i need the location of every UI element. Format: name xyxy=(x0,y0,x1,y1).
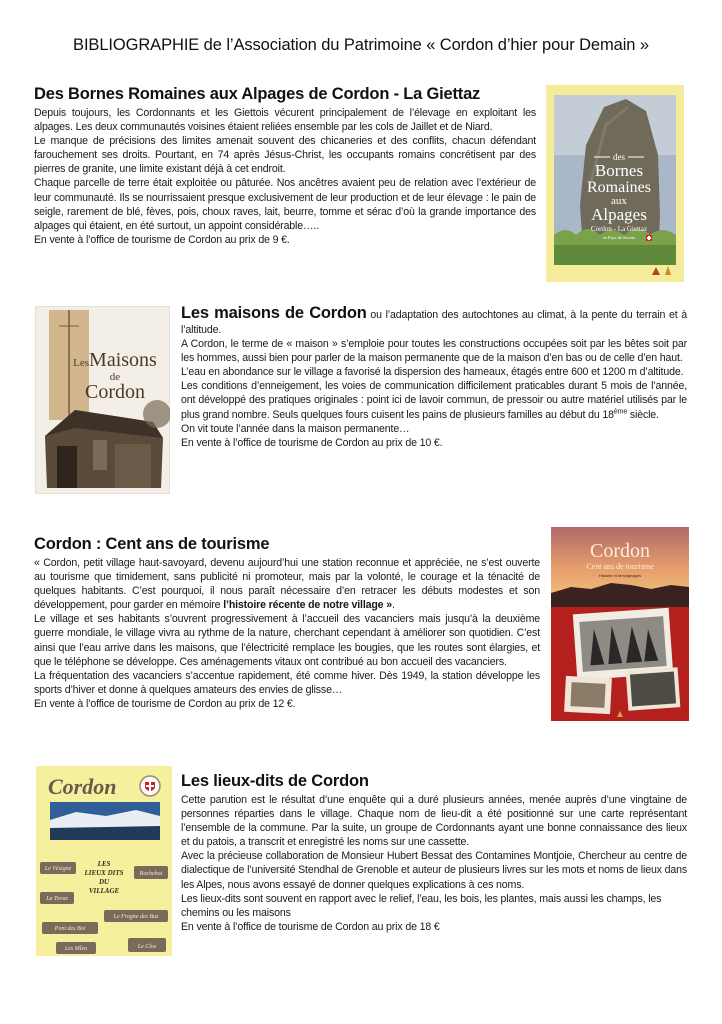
cover-text: Cordon xyxy=(590,540,650,562)
cover-text: aux xyxy=(611,195,627,207)
cover-text: VILLAGE xyxy=(88,887,120,895)
cover-text: des xyxy=(613,152,625,162)
paragraph-text: Les conditions d’enneigement, les voies de communication difficilement praticables durant 5 mois de l’année, ont développé des pratiques originales : point ici de lavoir commun, de pressoir ou autre matériel utilisés par le plus grand nombre. Seuls quelques fours cuisent les pains de plusieurs familles au début du 18 xyxy=(181,380,687,421)
cover-text: Maisons xyxy=(89,349,157,371)
paragraph: La fréquentation des vacanciers s’accentue rapidement, été comme hiver. Dès 1949, la station développe les sports d’hiver et donne à quelques amateurs des envies de glisse… xyxy=(34,669,540,696)
place-sign: Pont des Bot xyxy=(54,926,86,932)
paragraph: Chaque parcelle de terre était exploitée ou pâturée. Nos ancêtres avaient peu de relation avec l’extérieur de leur communauté. Ils se nourrissaient presque exclusivement de leur production et de leur élevage : le pain de seigle, rarement de blé, fèves, pois, choux raves, lait, beurre, tomme et sérac d’où la grande importance des alpages qui étaient, en été surtout, un appoint considérable….. xyxy=(34,177,536,232)
book-description xyxy=(181,793,687,934)
price-line: En vente à l’office de tourisme de Cordon au prix de 9 €. xyxy=(34,233,290,246)
price-line: En vente à l’office de tourisme de Cordon au prix de 18 € xyxy=(181,920,440,933)
paragraph-text: siècle. xyxy=(627,408,659,421)
paragraph xyxy=(181,379,687,421)
cover-text: en Pays de Savoie xyxy=(602,235,636,240)
book-description xyxy=(34,556,540,711)
paragraph: Avec la précieuse collaboration de Monsieur Hubert Bessat des Contamines Montjoie, Chercheur au centre de dialectique de l’université Stendhal de Grenoble et auteur de plusieurs livres sur les mots et noms de lieux dans les Alpes, nous avons essayé de donner quelques explications à ces noms. xyxy=(181,850,687,891)
book-description xyxy=(34,106,536,247)
cover-text: Alpages xyxy=(591,205,647,224)
book-section-lieux-dits xyxy=(181,771,687,934)
book-title: Les lieux-dits de Cordon xyxy=(181,772,369,790)
place-sign: Le Vésigne xyxy=(44,866,72,872)
book-title: Cordon : Cent ans de tourisme xyxy=(34,535,270,553)
book-cover-maisons-de-cordon xyxy=(35,306,170,494)
book-title: Des Bornes Romaines aux Alpages de Cordon - La Giettaz xyxy=(34,85,481,103)
place-sign: Le Frogne des Bus xyxy=(113,914,159,920)
superscript: ème xyxy=(613,408,628,416)
paragraph-text: « Cordon, petit village haut-savoyard, devenu aujourd’hui une station reconnue et appréciée, ne s’est ouverte au tourisme que timidement, sans publicité ni promoteur, mais par la volonté, le courage et la ténacité de quelques habitants. C’est pourquoi, il nous paraît nécessaire d’en retracer les débuts modestes et son développement, pour garder en mémoire xyxy=(34,557,540,612)
paragraph: Le village et ses habitants s’ouvrent progressivement à l’accueil des vacanciers mais jusqu’à la deuxième guerre mondiale, le village vivra au rythme de la nature, cherchant cependant à améliorer son quotidien. C’est ainsi que l’eau arrive dans les maisons, que l’électricité remplace les bougies, que les routes sont élargies, et que le téléphone se développe. Ces aménagements vitaux ont contribué au bon accueil des vacanciers. xyxy=(34,613,540,668)
cover-text: Cent ans de tourisme xyxy=(586,562,654,571)
cover-text: LIEUX DITS xyxy=(84,869,124,877)
heading-line xyxy=(181,303,687,337)
cover-text: Bornes xyxy=(594,161,644,180)
cover-text: LES xyxy=(97,860,111,868)
book-section-maisons-de-cordon xyxy=(181,303,687,450)
page-title: BIBLIOGRAPHIE de l’Association du Patrimoine « Cordon d’hier pour Demain » xyxy=(73,36,649,54)
cover-text: Cordon - La Giettaz xyxy=(590,225,648,233)
place-sign: La Tovaz xyxy=(46,896,68,902)
place-sign: Rochebot xyxy=(139,871,163,877)
book-section-bornes-romaines xyxy=(34,84,536,247)
cover-text: Cordon xyxy=(48,774,117,799)
paragraph xyxy=(34,556,540,612)
cover-text: Cordon xyxy=(85,381,145,403)
paragraph: A Cordon, le terme de « maison » s’emploie pour toutes les constructions occupées soit par les bêtes soit par les hommes, aussi bien pour parler de la maison permanente que de la maison d’en bas ou de celle d’en haut. xyxy=(181,338,687,365)
book-subtitle: ou l’adaptation des autochtones au climat, à la pente du terrain et à l’altitude. xyxy=(181,309,687,336)
emphasis-text: l’histoire récente de notre village » xyxy=(223,599,392,612)
price-line: En vente à l’office de tourisme de Cordon au prix de 12 €. xyxy=(34,697,296,710)
paragraph: On vit toute l’année dans la maison permanente… xyxy=(181,422,410,435)
paragraph: Le manque de précisions des limites amenait souvent des chicaneries et des conflits, chacun défendant farouchement ses droits. Pourtant, en 74 après Jésus-Christ, les occupants romains concrétisent par des pierres de granite, une limite existant déjà à cet endroit. xyxy=(34,135,536,176)
paragraph-text: . xyxy=(391,599,395,612)
book-section-cent-ans-de-tourisme xyxy=(34,534,540,711)
cover-text: Les xyxy=(73,357,90,369)
cover-text: Histoire et témoignages xyxy=(598,573,642,578)
cover-text: Romaines xyxy=(587,179,651,196)
book-cover-lieux-dits xyxy=(36,766,172,956)
paragraph: Cette parution est le résultat d’une enquête qui a duré plusieurs années, menée auprès d’une vingtaine de personnes réparties dans le village. Chaque nom de lieu-dit a été positionné sur une carte représentant l’ensemble de la commune. Par la suite, un groupe de Cordonnants ayant une bonne connaissance des lieux et du patois, a transcrit et enregistré les noms sur une cassette. xyxy=(181,794,687,849)
book-title: Les maisons de Cordon xyxy=(181,304,367,322)
place-sign: Les Mlea xyxy=(64,946,88,952)
paragraph: Les lieux-dits sont souvent en rapport avec le relief, l’eau, les bois, les plantes, mais aussi les champs, les chemins ou les maisons xyxy=(181,892,662,919)
book-cover-cent-ans-de-tourisme xyxy=(551,527,689,721)
place-sign: Le Clos xyxy=(137,944,157,950)
paragraph: Depuis toujours, les Cordonnants et les Giettois vécurent principalement de l’élevage en exploitant les alpages. Les deux communautés voisines étaient reliées ensemble par les cols de Jaillet et de Niard. xyxy=(34,107,536,134)
cover-text: de xyxy=(109,371,121,383)
cover-text: DU xyxy=(98,878,110,886)
price-line: En vente à l’office de tourisme de Cordon au prix de 10 €. xyxy=(181,436,443,449)
book-cover-bornes-romaines xyxy=(546,85,684,282)
paragraph: L’eau en abondance sur le village a favorisé la dispersion des hameaux, étagés entre 600 et 1200 m d’altitude. xyxy=(181,366,684,379)
